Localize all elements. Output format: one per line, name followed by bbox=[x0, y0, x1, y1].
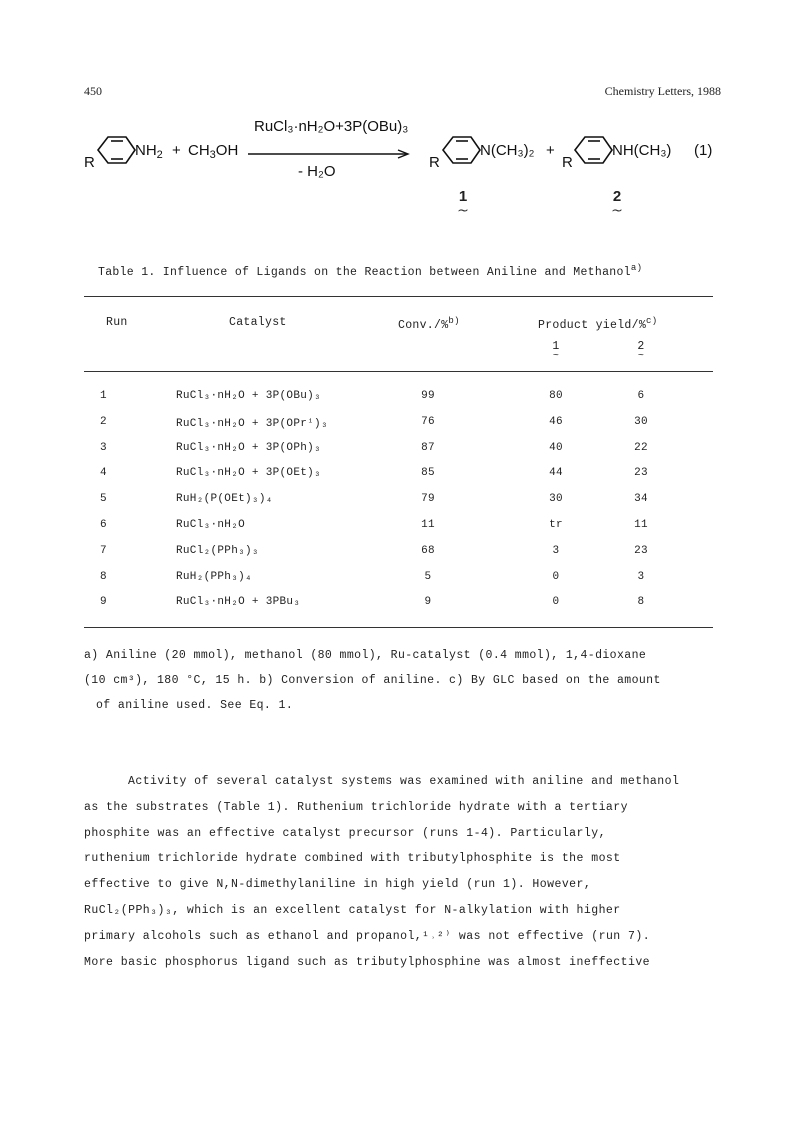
table-cell-yield-1: 44 bbox=[549, 467, 563, 479]
product1-group: N(CH₃)₂ bbox=[480, 142, 535, 159]
table-cell-catalyst: RuCl₃·nH₂O + 3P(OEt)₃ bbox=[176, 467, 321, 479]
table-cell-conv: 99 bbox=[421, 390, 435, 402]
table-bottom-rule bbox=[84, 627, 713, 628]
table-cell-conv: 9 bbox=[424, 596, 432, 608]
tilde-1: ~ bbox=[457, 203, 469, 219]
footnote-line-2: (10 cm³), 180 °C, 15 h. b) Conversion of aniline. c) By GLC based on the amount bbox=[84, 674, 661, 687]
page-number: 450 bbox=[84, 84, 102, 98]
header-run: Run bbox=[106, 316, 128, 329]
table-cell-conv: 76 bbox=[421, 416, 435, 428]
table-cell-yield-2: 23 bbox=[634, 545, 648, 557]
table-cell-yield-1: 0 bbox=[552, 596, 560, 608]
table-cell-catalyst: RuCl₃·nH₂O + 3P(OPh)₃ bbox=[176, 442, 321, 454]
table-top-rule bbox=[84, 296, 713, 297]
body-line-5: effective to give N,N-dimethylaniline in high yield (run 1). However, bbox=[84, 878, 592, 892]
header-product-yield: Product yield/%$^{c)}$ bbox=[538, 316, 658, 332]
equation-number: (1) bbox=[694, 142, 713, 159]
body-paragraph bbox=[84, 769, 709, 975]
table-cell-run: 9 bbox=[100, 596, 107, 608]
reaction-equation bbox=[84, 110, 724, 230]
tilde-2: ~ bbox=[611, 203, 623, 219]
table-header-rule bbox=[84, 371, 713, 372]
table-cell-yield-1: 40 bbox=[549, 442, 563, 454]
table-caption: Table 1. Influence of Ligands on the Reaction between Aniline and Methanol$^{a)}$ bbox=[98, 263, 643, 279]
below-arrow-label: - H₂O bbox=[298, 163, 336, 180]
table-cell-catalyst: RuH₂(PPh₃)₄ bbox=[176, 571, 252, 583]
table-cell-run: 7 bbox=[100, 545, 107, 557]
table-cell-yield-2: 8 bbox=[637, 596, 645, 608]
product2-group: NH(CH₃) bbox=[612, 142, 672, 159]
table-cell-conv: 5 bbox=[424, 571, 432, 583]
reactant2: $CH_3OH$ bbox=[188, 142, 239, 161]
table-cell-catalyst: RuCl₃·nH₂O bbox=[176, 519, 246, 531]
footnote-line-3: of aniline used. See Eq. 1. bbox=[96, 699, 294, 712]
table-cell-yield-2: 6 bbox=[637, 390, 645, 402]
table-cell-yield-1: tr bbox=[549, 519, 563, 531]
table-cell-catalyst: RuCl₂(PPh₃)₃ bbox=[176, 545, 259, 557]
table-cell-run: 2 bbox=[100, 416, 107, 428]
body-line-2: as the substrates (Table 1). Ruthenium trichloride hydrate with a tertiary bbox=[84, 800, 628, 814]
header-col-1: 1 bbox=[552, 340, 560, 353]
table-cell-yield-2: 34 bbox=[634, 493, 648, 505]
journal-title: Chemistry Letters, 1988 bbox=[604, 84, 721, 98]
body-line-4: ruthenium trichloride hydrate combined with tributylphosphite is the most bbox=[84, 852, 621, 866]
table-cell-conv: 68 bbox=[421, 545, 435, 557]
reaction-arrow bbox=[248, 150, 408, 158]
header-conv: Conv./%$^{b)}$ bbox=[398, 316, 460, 332]
table-cell-conv: 87 bbox=[421, 442, 435, 454]
table-cell-yield-2: 3 bbox=[637, 571, 645, 583]
benzene-ring-3 bbox=[575, 137, 612, 163]
plus-1: + bbox=[172, 142, 181, 159]
compound-number-2: 2 bbox=[612, 188, 622, 205]
footnote-line-1: a) Aniline (20 mmol), methanol (80 mmol), Ru-catalyst (0.4 mmol), 1,4-dioxane bbox=[84, 649, 647, 662]
body-line-8: More basic phosphorus ligand such as tributylphosphine was almost ineffective bbox=[84, 955, 651, 969]
catalyst-label: RuCl₃·nH₂O+3P(OBu)₃ bbox=[254, 118, 409, 135]
table-cell-run: 3 bbox=[100, 442, 107, 454]
table-cell-yield-2: 30 bbox=[634, 416, 648, 428]
plus-2: + bbox=[546, 142, 555, 159]
table-cell-conv: 79 bbox=[421, 493, 435, 505]
header-catalyst: Catalyst bbox=[229, 316, 287, 329]
table-cell-yield-1: 3 bbox=[552, 545, 560, 557]
product1-r: R bbox=[429, 154, 440, 171]
reactant1-group: $NH_2$ bbox=[135, 142, 163, 161]
table-cell-run: 1 bbox=[100, 390, 107, 402]
reactant1-r: R bbox=[84, 154, 95, 171]
table-cell-run: 6 bbox=[100, 519, 107, 531]
table-cell-conv: 85 bbox=[421, 467, 435, 479]
table-cell-catalyst: RuH₂(P(OEt)₃)₄ bbox=[176, 493, 273, 505]
product2-r: R bbox=[562, 154, 573, 171]
body-line-7: primary alcohols such as ethanol and propanol,¹˒²⁾ was not effective (run 7). bbox=[84, 929, 651, 943]
table-cell-yield-2: 23 bbox=[634, 467, 648, 479]
header-col-1-tilde: ~ bbox=[552, 351, 560, 362]
table-cell-conv: 11 bbox=[421, 519, 435, 531]
header-col-2: 2 bbox=[637, 340, 645, 353]
table-cell-yield-1: 30 bbox=[549, 493, 563, 505]
table-cell-catalyst: RuCl₃·nH₂O + 3P(OPrⁱ)₃ bbox=[176, 418, 328, 430]
table-cell-catalyst: RuCl₃·nH₂O + 3PBu₃ bbox=[176, 596, 301, 608]
body-line-1: Activity of several catalyst systems was examined with aniline and methanol bbox=[128, 775, 680, 788]
table-footnotes bbox=[84, 643, 714, 718]
table-cell-yield-1: 80 bbox=[549, 390, 563, 402]
table-cell-run: 5 bbox=[100, 493, 107, 505]
compound-number-1: 1 bbox=[458, 188, 468, 205]
header-col-2-tilde: ~ bbox=[637, 351, 645, 362]
table-cell-catalyst: RuCl₃·nH₂O + 3P(OBu)₃ bbox=[176, 390, 321, 402]
benzene-ring-2 bbox=[443, 137, 480, 163]
body-line-3: phosphite was an effective catalyst precursor (runs 1-4). Particularly, bbox=[84, 826, 606, 840]
table-cell-yield-2: 22 bbox=[634, 442, 648, 454]
table-cell-yield-1: 46 bbox=[549, 416, 563, 428]
table-cell-run: 4 bbox=[100, 467, 107, 479]
table-cell-yield-1: 0 bbox=[552, 571, 560, 583]
benzene-ring-1 bbox=[98, 137, 135, 163]
table-cell-yield-2: 11 bbox=[634, 519, 648, 531]
body-line-6: RuCl₂(PPh₃)₃, which is an excellent catalyst for N-alkylation with higher bbox=[84, 903, 621, 917]
table-cell-run: 8 bbox=[100, 571, 107, 583]
